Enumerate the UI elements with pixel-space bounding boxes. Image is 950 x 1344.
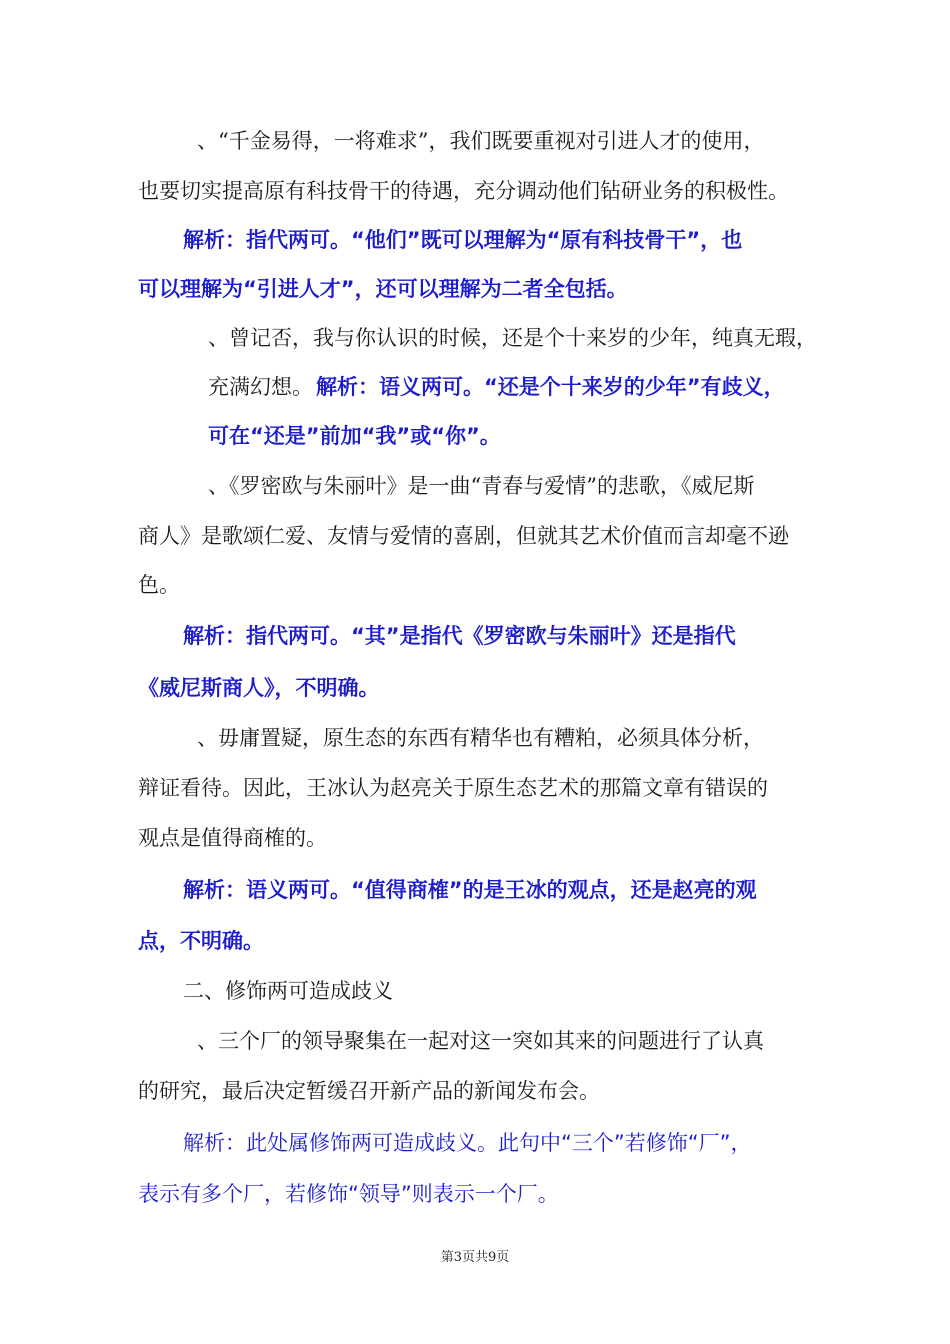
- section-heading: 二、修饰两可造成歧义: [183, 979, 393, 1003]
- analysis-5-line-2: 表示有多个厂，若修饰“领导”则表示一个厂。: [138, 1182, 559, 1206]
- question-2-line-2: 充满幻想。: [208, 375, 313, 399]
- analysis-2-line-1: 解析：语义两可。“还是个十来岁的少年”有歧义，: [316, 375, 785, 399]
- question-4-line-1: 、毋庸置疑，原生态的东西有精华也有糟粕，必须具体分析，: [197, 726, 764, 750]
- analysis-1-line-2: 可以理解为“引进人才”，还可以理解为二者全包括。: [138, 277, 628, 301]
- question-5-line-2: 的研究，最后决定暂缓召开新产品的新闻发布会。: [138, 1079, 600, 1103]
- analysis-3-line-1: 解析：指代两可。“其”是指代《罗密欧与朱丽叶》还是指代: [183, 624, 736, 648]
- analysis-1-line-1: 解析：指代两可。“他们”既可以理解为“原有科技骨干”，也: [183, 228, 743, 252]
- question-4-line-3: 观点是值得商榷的。: [138, 826, 327, 850]
- question-1-line-2: 也要切实提高原有科技骨干的待遇，充分调动他们钻研业务的积极性。: [138, 179, 789, 203]
- analysis-3-line-2: 《威尼斯商人》，不明确。: [138, 676, 380, 700]
- question-3-line-2: 商人》是歌颂仁爱、友情与爱情的喜剧，但就其艺术价值而言却毫不逊: [138, 524, 789, 548]
- page-number-footer: 第3页共9页: [440, 1250, 510, 1265]
- question-3-line-3: 色。: [138, 573, 180, 597]
- analysis-4-line-2: 点，不明确。: [138, 929, 264, 953]
- question-1-line-1: 、“千金易得，一将难求”，我们既要重视对引进人才的使用，: [197, 129, 765, 153]
- analysis-4-line-1: 解析：语义两可。“值得商榷”的是王冰的观点，还是赵亮的观: [183, 878, 757, 902]
- analysis-2-line-2: 可在“还是”前加“我”或“你”。: [208, 424, 501, 448]
- question-5-line-1: 、三个厂的领导聚集在一起对这一突如其来的问题进行了认真: [197, 1029, 764, 1053]
- question-3-line-1: 、《罗密欧与朱丽叶》是一曲“青春与爱情”的悲歌，《威尼斯: [208, 474, 755, 498]
- question-2-line-1: 、曾记否，我与你认识的时候，还是个十来岁的少年，纯真无瑕，: [208, 326, 817, 350]
- question-4-line-2: 辩证看待。因此，王冰认为赵亮关于原生态艺术的那篇文章有错误的: [138, 776, 768, 800]
- analysis-5-line-1: 解析：此处属修饰两可造成歧义。此句中“三个”若修饰“厂”，: [183, 1131, 752, 1155]
